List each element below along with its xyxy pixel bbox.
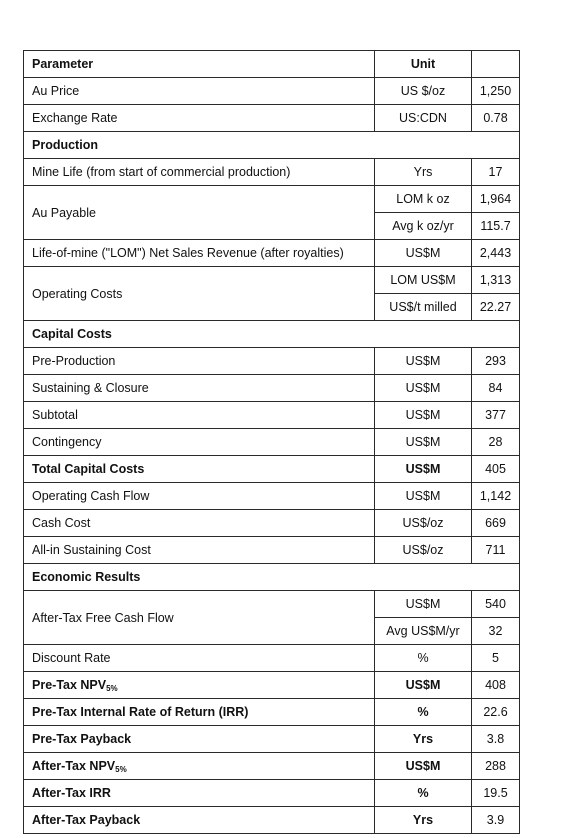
row-value: 5 bbox=[472, 645, 520, 672]
row-label: Exchange Rate bbox=[24, 105, 375, 132]
row-label: Pre-Tax Payback bbox=[24, 726, 375, 753]
table-row bbox=[24, 186, 520, 213]
row-label: Pre-Tax Internal Rate of Return (IRR) bbox=[24, 699, 375, 726]
row-unit: Yrs bbox=[375, 726, 472, 753]
row-label-after-tax-npv bbox=[24, 753, 375, 780]
row-value: 32 bbox=[472, 618, 520, 645]
section-heading-capital-costs: Capital Costs bbox=[24, 321, 520, 348]
row-label: All-in Sustaining Cost bbox=[24, 537, 375, 564]
row-value: 22.27 bbox=[472, 294, 520, 321]
row-label: Au Payable bbox=[24, 186, 375, 240]
table-row bbox=[24, 672, 520, 699]
row-unit: % bbox=[375, 645, 472, 672]
row-unit: Avg US$M/yr bbox=[375, 618, 472, 645]
row-label: Au Price bbox=[24, 78, 375, 105]
row-value: 1,250 bbox=[472, 78, 520, 105]
row-value: 2,443 bbox=[472, 240, 520, 267]
row-label: After-Tax Payback bbox=[24, 807, 375, 834]
row-unit: LOM US$M bbox=[375, 267, 472, 294]
table-row bbox=[24, 375, 520, 402]
row-unit: % bbox=[375, 699, 472, 726]
row-value: 17 bbox=[472, 159, 520, 186]
section-heading-row bbox=[24, 321, 520, 348]
row-unit: US$M bbox=[375, 429, 472, 456]
row-label-subscript: 5% bbox=[115, 765, 127, 774]
row-value: 377 bbox=[472, 402, 520, 429]
row-label: Contingency bbox=[24, 429, 375, 456]
row-unit: US$/oz bbox=[375, 537, 472, 564]
section-heading-row bbox=[24, 132, 520, 159]
row-value: 288 bbox=[472, 753, 520, 780]
row-value: 84 bbox=[472, 375, 520, 402]
row-label: Life-of-mine ("LOM") Net Sales Revenue (after royalties) bbox=[24, 240, 375, 267]
row-unit: US$M bbox=[375, 402, 472, 429]
row-unit: US$/t milled bbox=[375, 294, 472, 321]
row-unit: LOM k oz bbox=[375, 186, 472, 213]
table-row bbox=[24, 456, 520, 483]
row-label: Sustaining & Closure bbox=[24, 375, 375, 402]
row-label-text: Pre-Tax NPV bbox=[32, 678, 107, 692]
row-label: Subtotal bbox=[24, 402, 375, 429]
header-unit: Unit bbox=[375, 51, 472, 78]
row-value: 22.6 bbox=[472, 699, 520, 726]
table-row bbox=[24, 753, 520, 780]
table-row bbox=[24, 240, 520, 267]
row-label: After-Tax IRR bbox=[24, 780, 375, 807]
row-label: Total Capital Costs bbox=[24, 456, 375, 483]
table-row bbox=[24, 402, 520, 429]
table-row bbox=[24, 510, 520, 537]
row-unit: US$M bbox=[375, 240, 472, 267]
row-value: 0.78 bbox=[472, 105, 520, 132]
row-value: 405 bbox=[472, 456, 520, 483]
row-unit: US$M bbox=[375, 456, 472, 483]
table-row bbox=[24, 159, 520, 186]
row-value: 408 bbox=[472, 672, 520, 699]
row-label-pre-tax-npv bbox=[24, 672, 375, 699]
row-label-subscript: 5% bbox=[106, 684, 118, 693]
row-value: 1,964 bbox=[472, 186, 520, 213]
row-unit: Yrs bbox=[375, 807, 472, 834]
row-value: 1,313 bbox=[472, 267, 520, 294]
row-value: 1,142 bbox=[472, 483, 520, 510]
row-value: 293 bbox=[472, 348, 520, 375]
row-unit: US$M bbox=[375, 591, 472, 618]
table-row bbox=[24, 348, 520, 375]
row-unit: Yrs bbox=[375, 159, 472, 186]
row-value: 669 bbox=[472, 510, 520, 537]
row-label: Operating Costs bbox=[24, 267, 375, 321]
row-value: 28 bbox=[472, 429, 520, 456]
table-row bbox=[24, 429, 520, 456]
row-unit: US$M bbox=[375, 672, 472, 699]
table-row bbox=[24, 78, 520, 105]
row-unit: US$M bbox=[375, 375, 472, 402]
row-label: Cash Cost bbox=[24, 510, 375, 537]
header-parameter: Parameter bbox=[24, 51, 375, 78]
row-value: 540 bbox=[472, 591, 520, 618]
row-label: After-Tax Free Cash Flow bbox=[24, 591, 375, 645]
table-row bbox=[24, 807, 520, 834]
table-row bbox=[24, 726, 520, 753]
row-unit: US:CDN bbox=[375, 105, 472, 132]
row-label: Discount Rate bbox=[24, 645, 375, 672]
table-row bbox=[24, 699, 520, 726]
section-heading-economic-results: Economic Results bbox=[24, 564, 520, 591]
row-value: 3.8 bbox=[472, 726, 520, 753]
table-row bbox=[24, 483, 520, 510]
table-row bbox=[24, 780, 520, 807]
table-row bbox=[24, 105, 520, 132]
table-row bbox=[24, 591, 520, 618]
row-value: 711 bbox=[472, 537, 520, 564]
table-row bbox=[24, 645, 520, 672]
table-row bbox=[24, 537, 520, 564]
row-label: Pre-Production bbox=[24, 348, 375, 375]
row-label-text: After-Tax NPV bbox=[32, 759, 116, 773]
row-value: 19.5 bbox=[472, 780, 520, 807]
section-heading-production: Production bbox=[24, 132, 520, 159]
row-unit: % bbox=[375, 780, 472, 807]
row-unit: US$M bbox=[375, 753, 472, 780]
economics-summary-table bbox=[23, 50, 520, 834]
section-heading-row bbox=[24, 564, 520, 591]
row-value: 3.9 bbox=[472, 807, 520, 834]
row-unit: US$M bbox=[375, 348, 472, 375]
header-row bbox=[24, 51, 520, 78]
row-value: 115.7 bbox=[472, 213, 520, 240]
row-label: Operating Cash Flow bbox=[24, 483, 375, 510]
table-row bbox=[24, 267, 520, 294]
row-unit: US$/oz bbox=[375, 510, 472, 537]
row-unit: US$M bbox=[375, 483, 472, 510]
row-unit: Avg k oz/yr bbox=[375, 213, 472, 240]
row-label: Mine Life (from start of commercial production) bbox=[24, 159, 375, 186]
row-unit: US $/oz bbox=[375, 78, 472, 105]
header-value bbox=[472, 51, 520, 78]
